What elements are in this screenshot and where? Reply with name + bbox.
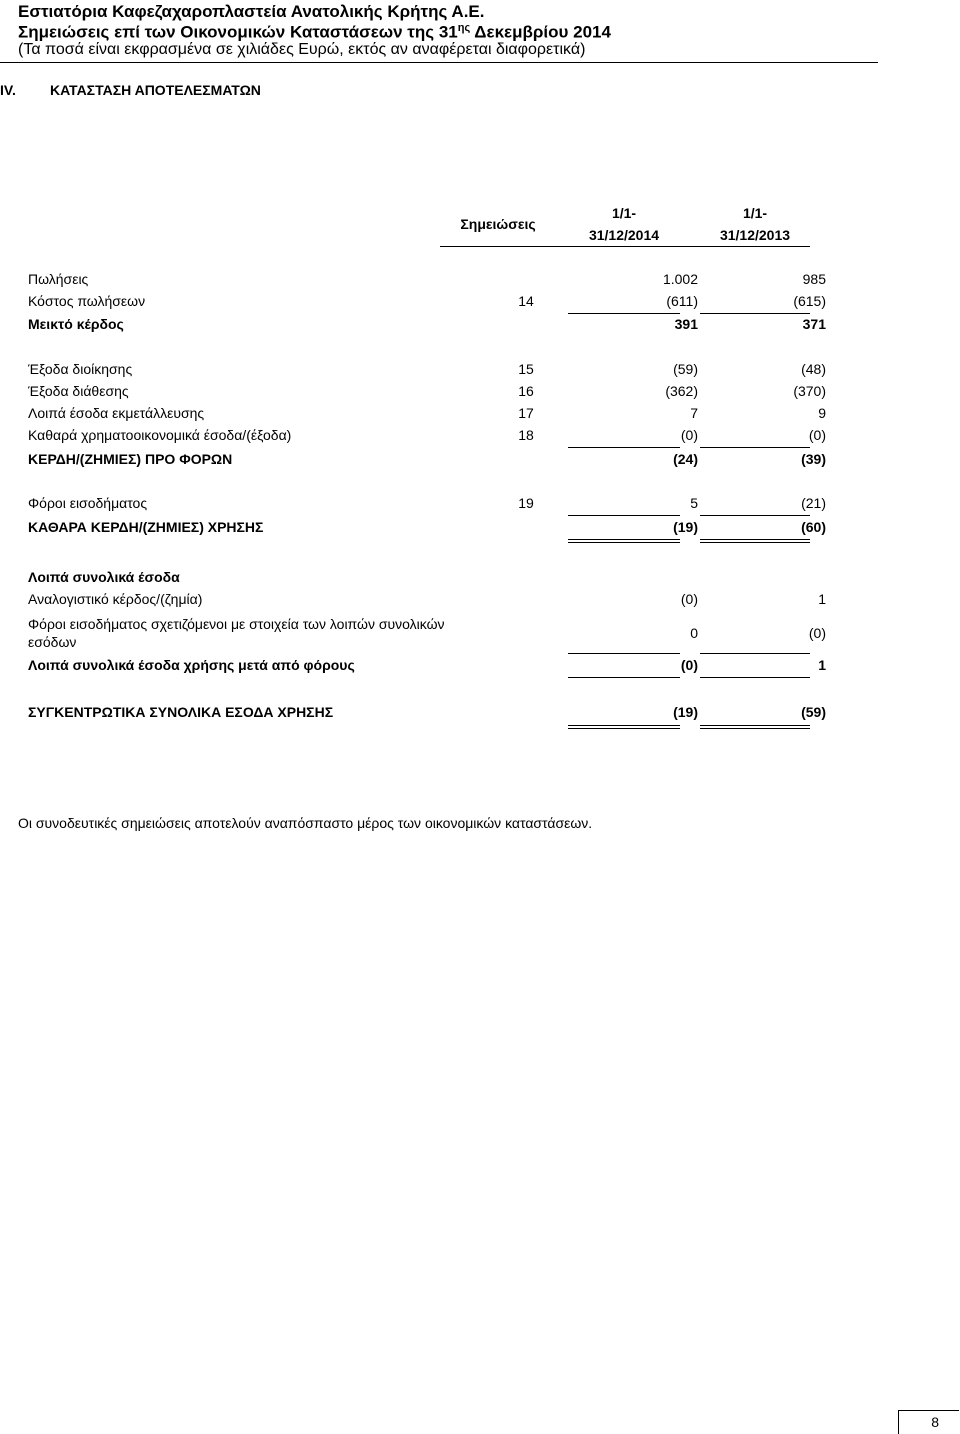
- page-number-box: [898, 1410, 959, 1434]
- row-sales: Πωλήσεις 1.002 985: [28, 271, 826, 287]
- rule: [568, 515, 680, 516]
- section-title: ΚΑΤΑΣΤΑΣΗ ΑΠΟΤΕΛΕΣΜΑΤΩΝ: [50, 82, 261, 98]
- year-2013-column-header: 1/1- 31/12/2013: [719, 205, 791, 243]
- row-gross-profit: Μεικτό κέρδος 391 371: [28, 316, 826, 332]
- year-2014-column-header: 1/1- 31/12/2014: [588, 205, 660, 243]
- row-distribution-expenses: Έξοδα διάθεσης 16 (362) (370): [28, 383, 826, 399]
- row-net-profit: ΚΑΘΑΡΑ ΚΕΡΔΗ/(ΖΗΜΙΕΣ) ΧΡΗΣΗΣ (19) (60): [28, 519, 826, 535]
- rule: [700, 447, 810, 448]
- rule: [568, 677, 680, 678]
- row-oci-tax: Φόροι εισοδήματος σχετιζόμενοι με στοιχεία των λοιπών συνολικών εσόδων 0 (0): [28, 616, 826, 650]
- double-rule: [700, 728, 810, 729]
- rule: [700, 515, 810, 516]
- section-number: IV.: [0, 82, 16, 98]
- page-number: 8: [931, 1414, 939, 1430]
- row-income-tax: Φόροι εισοδήματος 19 5 (21): [28, 495, 826, 511]
- header-divider: [0, 62, 878, 63]
- row-oci-after-tax: Λοιπά συνολικά έσοδα χρήσης μετά από φόρους (0) 1: [28, 657, 826, 673]
- double-rule: [568, 725, 680, 726]
- company-name: Εστιατόρια Καφεζαχαροπλαστεία Ανατολικής Κρήτης Α.Ε.: [18, 2, 485, 21]
- notes-column-header: Σημειώσεις: [460, 216, 536, 232]
- row-net-finance: Καθαρά χρηματοοικονομικά έσοδα/(έξοδα) 18 (0) (0): [28, 427, 826, 443]
- rule: [568, 653, 680, 654]
- currency-note: (Τα ποσά είναι εκφρασμένα σε χιλιάδες Ευρώ, εκτός αν αναφέρεται διαφορετικά): [18, 41, 586, 58]
- double-rule: [700, 539, 810, 540]
- row-profit-before-tax: ΚΕΡΔΗ/(ΖΗΜΙΕΣ) ΠΡΟ ΦΟΡΩΝ (24) (39): [28, 451, 826, 467]
- header-underline: [440, 246, 810, 247]
- rule: [700, 653, 810, 654]
- double-rule: [568, 539, 680, 540]
- row-oci-heading: Λοιπά συνολικά έσοδα: [28, 569, 180, 585]
- row-cost-of-sales: Κόστος πωλήσεων 14 (611) (615): [28, 293, 826, 309]
- footer-note: Οι συνοδευτικές σημειώσεις αποτελούν αναπόσπαστο μέρος των οικονομικών καταστάσεων.: [18, 815, 593, 831]
- double-rule: [568, 542, 680, 543]
- row-other-operating-income: Λοιπά έσοδα εκμετάλλευσης 17 7 9: [28, 405, 826, 421]
- row-total-comprehensive-income: ΣΥΓΚΕΝΤΡΩΤΙΚΑ ΣΥΝΟΛΙΚΑ ΕΣΟΔΑ ΧΡΗΣΗΣ (19) (59): [28, 704, 826, 720]
- row-actuarial-gain: Αναλογιστικό κέρδος/(ζημία) (0) 1: [28, 591, 826, 607]
- statement-subtitle: Σημειώσεις επί των Οικονομικών Καταστάσεων της $31^{\eta\varsigma}$ Δεκεμβρίου 2014: [18, 22, 611, 42]
- rule: [568, 447, 680, 448]
- double-rule: [568, 728, 680, 729]
- rule: [700, 677, 810, 678]
- double-rule: [700, 542, 810, 543]
- double-rule: [700, 725, 810, 726]
- row-admin-expenses: Έξοδα διοίκησης 15 (59) (48): [28, 361, 826, 377]
